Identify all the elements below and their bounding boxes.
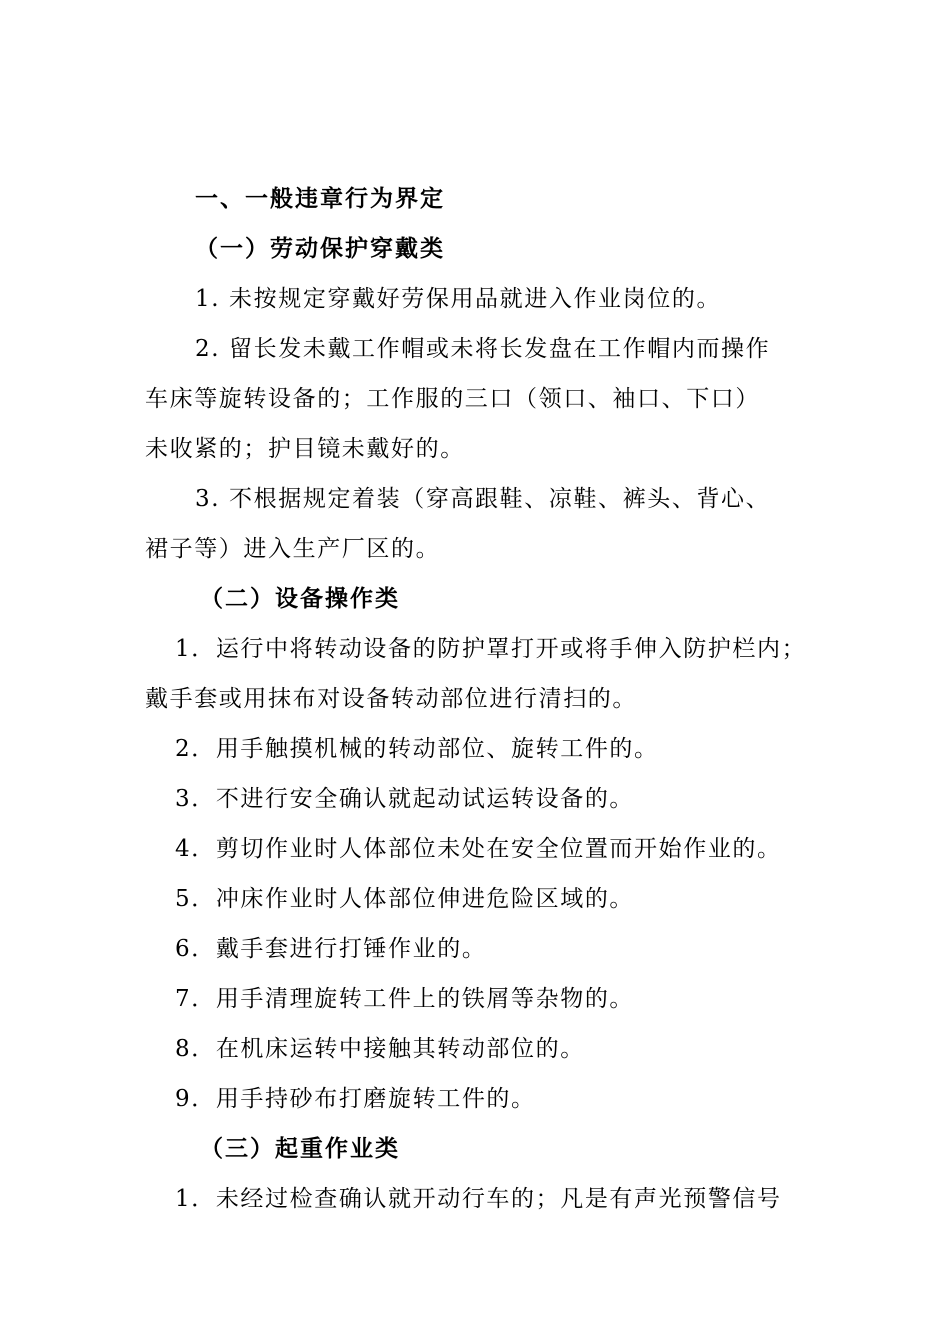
paragraph-line: 戴手套或用抹布对设备转动部位进行清扫的。 — [145, 686, 637, 712]
paragraph-line: 未收紧的；护目镜未戴好的。 — [145, 436, 465, 462]
paragraph-line: 7．用手清理旋转工件上的铁屑等杂物的。 — [175, 986, 635, 1012]
paragraph-line: 2. 留长发未戴工作帽或未将长发盘在工作帽内而操作 — [195, 336, 771, 362]
section-title-equipment: （二）设备操作类 — [200, 586, 400, 612]
paragraph-line: 裙子等）进入生产厂区的。 — [145, 536, 441, 562]
paragraph-line: 8．在机床运转中接触其转动部位的。 — [175, 1036, 585, 1062]
paragraph-line: 1．运行中将转动设备的防护罩打开或将手伸入防护栏内； — [175, 636, 807, 662]
paragraph-line: 3．不进行安全确认就起动试运转设备的。 — [175, 786, 635, 812]
paragraph-line: 2．用手触摸机械的转动部位、旋转工件的。 — [175, 736, 659, 762]
paragraph-line: 车床等旋转设备的；工作服的三口（领口、袖口、下口） — [145, 386, 760, 412]
section-title-lifting: （三）起重作业类 — [200, 1136, 400, 1162]
paragraph-line: 3. 不根据规定着装（穿高跟鞋、凉鞋、裤头、背心、 — [195, 486, 771, 512]
paragraph-line: 9．用手持砂布打磨旋转工件的。 — [175, 1086, 536, 1112]
paragraph-line: 1. 未按规定穿戴好劳保用品就进入作业岗位的。 — [195, 286, 722, 312]
paragraph-line: 4．剪切作业时人体部位未处在安全位置而开始作业的。 — [175, 836, 782, 862]
document-heading: 一、一般违章行为界定 — [195, 186, 445, 212]
paragraph-line: 5．冲床作业时人体部位伸进危险区域的。 — [175, 886, 635, 912]
section-title-ppe: （一）劳动保护穿戴类 — [195, 236, 445, 262]
paragraph-line: 6．戴手套进行打锤作业的。 — [175, 936, 487, 962]
paragraph-line: 1．未经过检查确认就开动行车的；凡是有声光预警信号 — [175, 1186, 782, 1212]
